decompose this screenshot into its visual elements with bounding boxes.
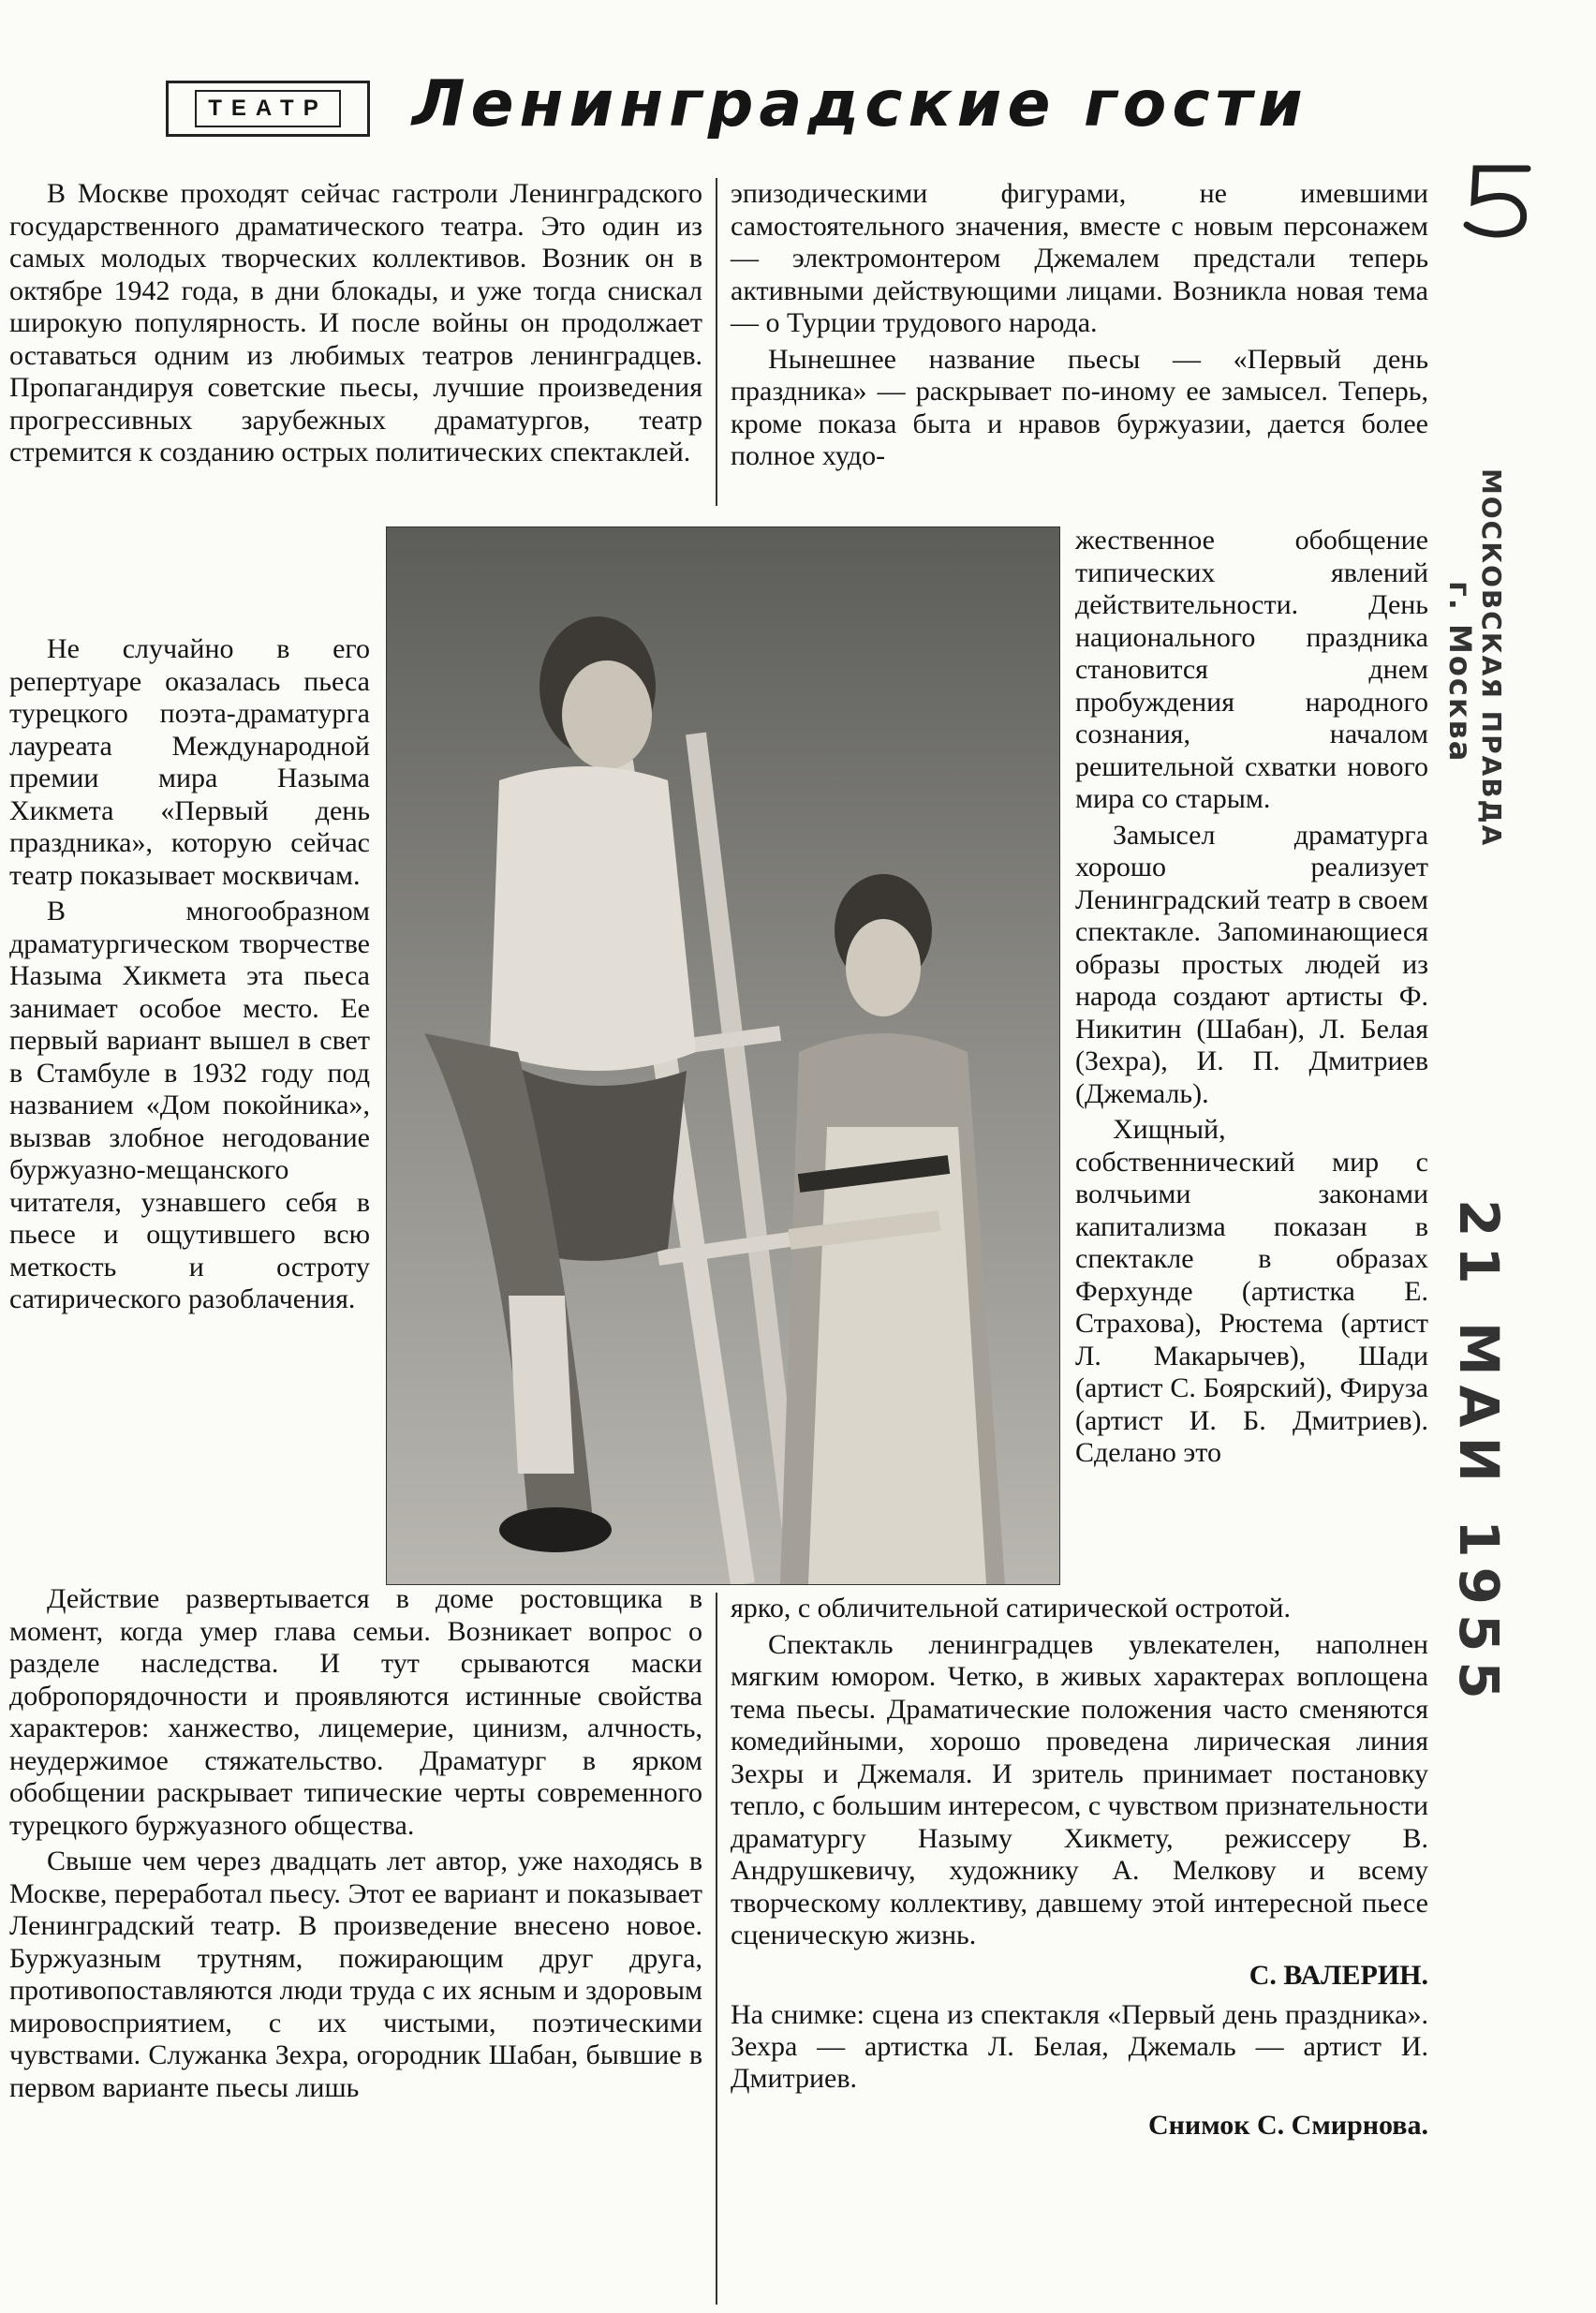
photo-caption: На снимке: сцена из спектакля «Первый день праздника». Зехра — артистка Л. Белая, Джемаль — артист И. Дмитриев. [731,1999,1428,2094]
photo-credit: Снимок С. Смирнова. [1147,2110,1428,2141]
article-headline: Ленинградские гости [412,67,1308,141]
paragraph: Не случайно в его репертуаре оказалась пьеса турецкого поэта-драматурга лауреата Международной премии мира Назыма Хикмета «Первый день праздника», которую сейчас театр показывает москвичам. [9,633,370,891]
handwritten-page-number [1457,150,1551,248]
article-column-1-narrow [9,633,370,1316]
stamp-newspaper-name: МОСКОВСКАЯ ПРАВДА [1476,468,1507,848]
date-stamp-text: 21 МАИ 1955 [1447,1199,1511,1709]
column-rule [716,1593,717,2305]
newspaper-source-stamp [1442,468,1527,890]
handwritten-five-icon [1457,150,1551,244]
rubric-label: ТЕАТР [195,90,340,127]
paragraph: Спектакль ленинградцев увлекателен, наполнен мягким юмором. Четко, в живых характерах воплощена тема пьесы. Драматические положения часто сменяются комедийными, хорошо проведена лирическая линия Зехры и Джемаля. И зритель принимает постановку тепло, с большим интересом, с чувством признательности драматургу Назыму Хикмету, режиссеру В. Андрушкевичу, художнику А. Мелкову и всему творческому коллективу, давшему этой интересной пьесе сценическую жизнь. [731,1628,1428,1950]
date-stamp [1438,1199,1531,1709]
article-column-5 [731,1593,1428,2142]
paragraph: В многообразном драматургическом творчестве Назыма Хикмета эта пьеса занимает особое место. Ее первый вариант вышел в свет в Стамбуле в 1932 году под названием «Дом покойника», вызвав злобное негодование буржуазно-мещанского читателя, узнавшего себя в пьесе и ощутившего всю меткость и остроту сатирического разоблачения. [9,896,370,1314]
paragraph: Нынешнее название пьесы — «Первый день праздника» — раскрывает по-иному ее замысел. Теперь, кроме показа быта и нравов буржуазии, дается более полное худо- [731,343,1428,471]
paragraph: В Москве проходят сейчас гастроли Ленинградского государственного драматического театра. Это один из самых молодых творческих коллективов. Возник он в октябре 1942 года, в дни блокады, и уже тогда снискал широкую популярность. И после войны он продолжает оставаться одним из любимых театров ленинградцев. Пропагандируя советские пьесы, лучшие произведения прогрессивных зарубежных драматургов, театр стремится к созданию острых политических спектаклей. [9,178,702,467]
paragraph: Свыше чем через двадцать лет автор, уже находясь в Москве, переработал пьесу. Этот ее вариант и показывает Ленинградский театр. В произведение внесено новое. Буржуазным трутням, пожирающим друг друга, противопоставляются люди труда с их ясным и здоровым мировосприятием, с их чистыми, поэтическими чувствами. Служанка Зехра, огородник Шабан, бывшие в первом варианте пьесы лишь [9,1846,702,2103]
paragraph: Действие развертывается в доме ростовщика в момент, когда умер глава семьи. Возникает вопрос о разделе наследства. И тут срываются маски добропорядочности и проявляются истинные свойства характеров: ханжество, лицемерие, цинизм, алчность, неудержимое стяжательство. Драматург в ярком обобщении раскрывает типические черты современного турецкого буржуазного общества. [9,1583,702,1841]
paragraph: жественное обобщение типических явлений действительности. День национального праздника становится днем пробуждения народного сознания, началом решительной схватки нового мира со старым. [1075,525,1428,814]
article-column-1 [9,178,702,469]
article-column-2 [731,178,1428,473]
section-rubric [166,81,370,137]
photo-illustration [387,527,1059,1584]
paragraph: ярко, с обличительной сатирической остротой. [731,1593,1291,1624]
article-column-3 [1075,525,1428,1470]
paragraph: эпизодическими фигурами, не имевшими самостоятельного значения, вместе с новым персонажем — электромонтером Джемалем предстали теперь активными действующими лицами. Возникла новая тема — о Турции трудового народа. [731,178,1428,338]
author-signature: С. ВАЛЕРИН. [1249,1959,1428,1991]
paragraph: Хищный, собственнический мир с волчьими законами капитализма показан в спектакле в образах Ферхунде (артистка Е. Страхова), Рюстема (артист Л. Макарычев), Шади (артист С. Боярский), Фируза (артист И. Б. Дмитриев). Сделано это [1075,1114,1428,1468]
column-rule [716,178,717,506]
paragraph: Замысел драматурга хорошо реализует Ленинградский театр в своем спектакле. Запоминающиеся образы простых людей из народа создают артисты Ф. Никитин (Шабан), Л. Белая (Зехра), И. П. Дмитриев (Джемаль). [1075,819,1428,1109]
stamp-city: г. Москва [1442,581,1478,764]
scene-photo [386,526,1060,1585]
article-column-4 [9,1583,702,2104]
